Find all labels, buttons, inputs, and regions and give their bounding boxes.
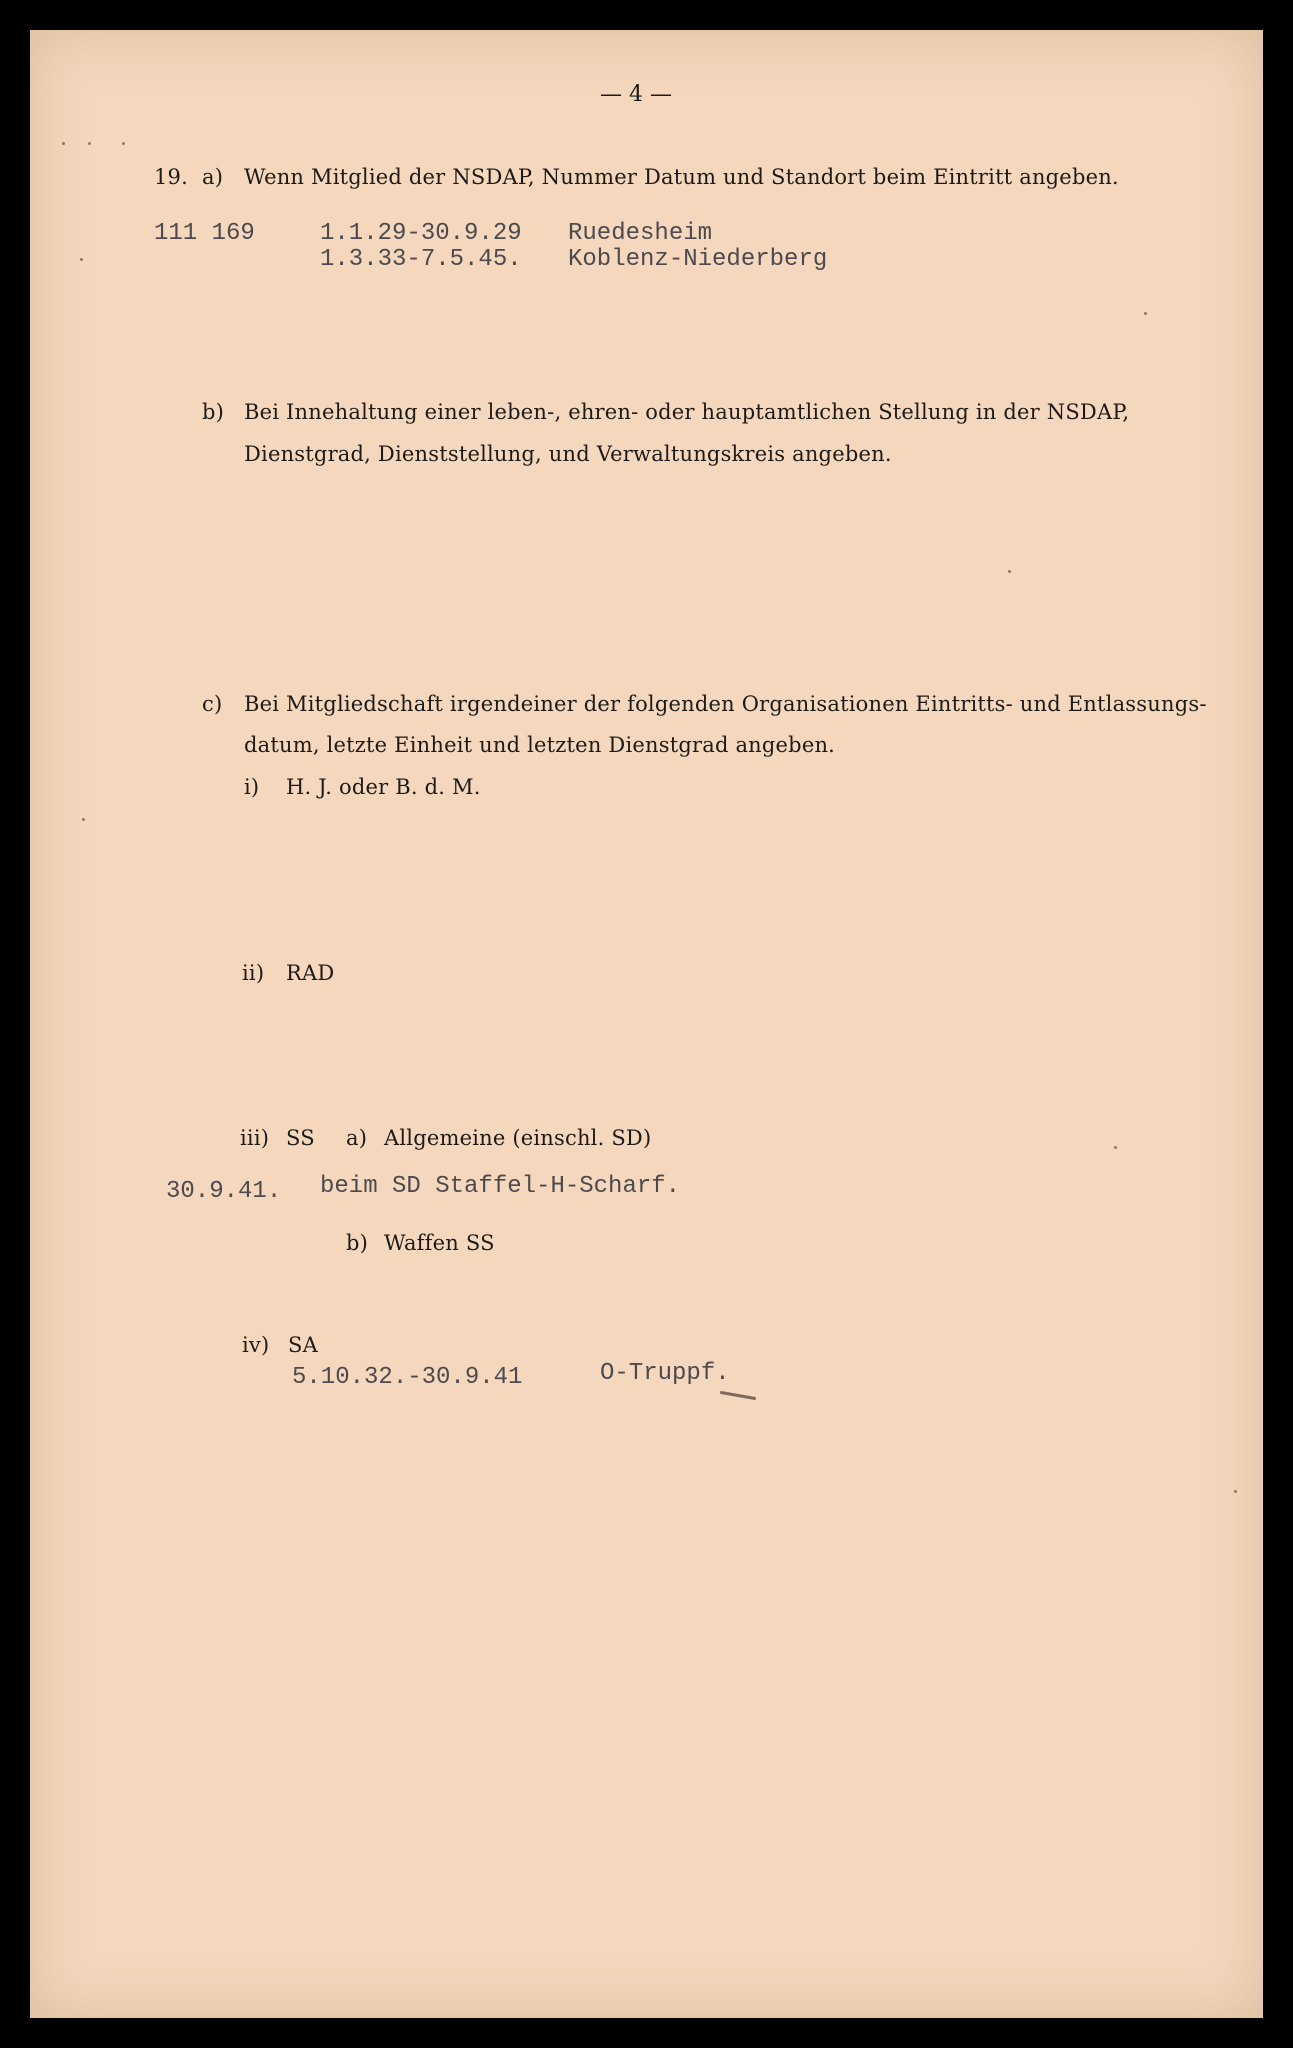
q19a-label: a) [202, 165, 224, 189]
paper-speck [82, 818, 85, 821]
q19c-iii-b-text: Waffen SS [384, 1231, 495, 1255]
q19b-line1: Bei Innehaltung einer leben-, ehren- oder hauptamtlichen Stellung in der NSDAP, [244, 400, 1130, 424]
question-number: 19. [154, 165, 188, 189]
ss-answer-date: 30.9.41. [166, 1178, 282, 1205]
q19c-i-label: i) [244, 775, 260, 799]
q19b-label: b) [202, 400, 225, 424]
paper-speck [80, 258, 83, 261]
paper-speck [88, 142, 91, 145]
nsdap-dates-2: 1.3.33-7.5.45. [320, 246, 522, 273]
pencil-mark [720, 1391, 756, 1400]
paper-speck [1234, 1490, 1237, 1493]
q19c-iii-a-text: Allgemeine (einschl. SD) [384, 1126, 652, 1150]
paper-speck [62, 142, 65, 145]
q19c-iii-text: SS [286, 1126, 315, 1150]
q19c-iii-label: iii) [240, 1126, 270, 1150]
q19c-line1: Bei Mitgliedschaft irgendeiner der folgenden Organisationen Eintritts- und Entlassungs- [244, 692, 1207, 716]
q19a-text: Wenn Mitglied der NSDAP, Nummer Datum und Standort beim Eintritt angeben. [244, 165, 1119, 189]
q19c-ii-text: RAD [286, 961, 335, 985]
paper-speck [1114, 1146, 1117, 1149]
nsdap-place-1: Ruedesheim [568, 220, 713, 247]
nsdap-dates-1: 1.1.29-30.9.29 [320, 220, 522, 247]
page-number: — 4 — [600, 82, 672, 107]
document-page [30, 30, 1263, 2018]
paper-speck [1008, 570, 1011, 573]
q19c-ii-label: ii) [242, 961, 265, 985]
q19c-i-text: H. J. oder B. d. M. [286, 775, 481, 799]
q19c-iv-label: iv) [242, 1333, 270, 1357]
q19c-label: c) [202, 692, 223, 716]
sa-answer-dates: 5.10.32.-30.9.41 [292, 1364, 523, 1391]
sa-answer-rank: O-Truppf. [600, 1360, 730, 1387]
q19c-iii-a-label: a) [346, 1126, 368, 1150]
ss-answer-text: beim SD Staffel-H-Scharf. [320, 1173, 681, 1200]
nsdap-place-2: Koblenz-Niederberg [568, 246, 828, 273]
paper-speck [122, 142, 125, 145]
q19c-line2: datum, letzte Einheit und letzten Dienstgrad angeben. [244, 733, 836, 757]
nsdap-member-number: 111 169 [154, 220, 255, 247]
q19c-iii-b-label: b) [346, 1231, 369, 1255]
q19b-line2: Dienstgrad, Dienststellung, und Verwaltungskreis angeben. [244, 442, 892, 466]
paper-speck [1144, 312, 1147, 315]
q19c-iv-text: SA [288, 1333, 318, 1357]
